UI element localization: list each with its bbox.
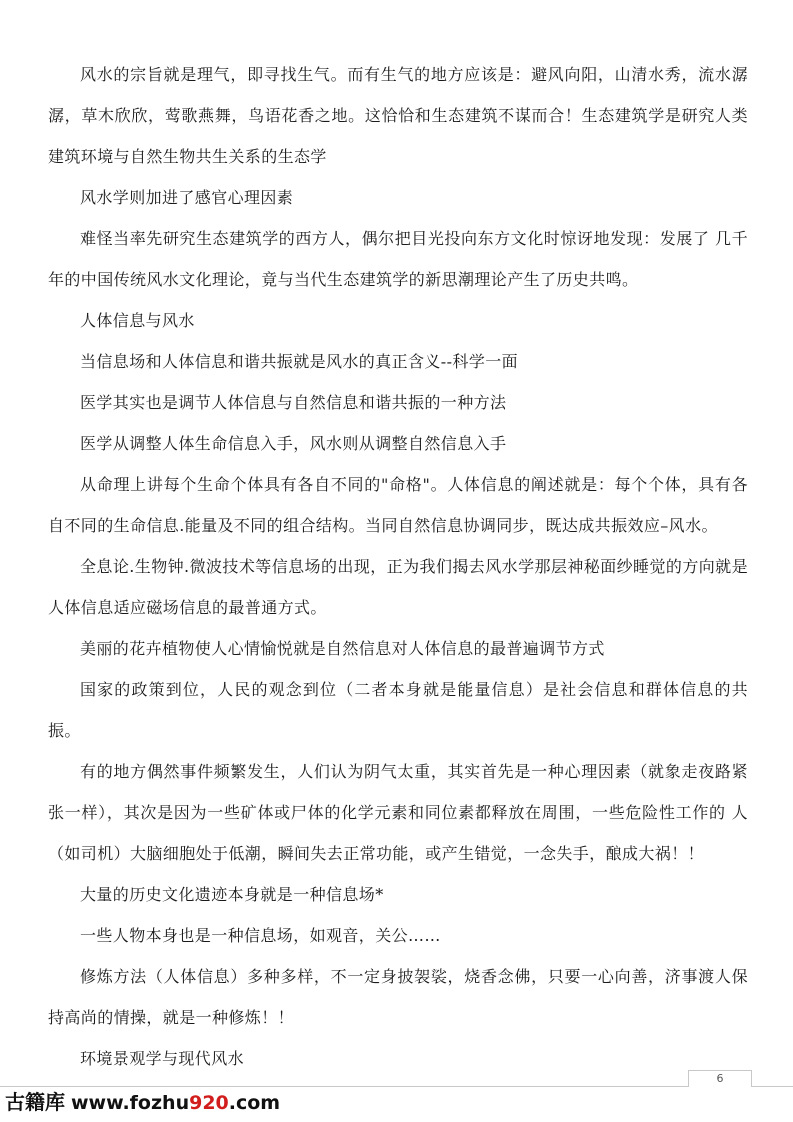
watermark-url-number: 920 (189, 1092, 229, 1114)
paragraph: 一些人物本身也是一种信息场，如观音，关公…… (80, 926, 441, 945)
footer-divider (0, 1086, 793, 1087)
page-number: 6 (688, 1070, 752, 1087)
watermark-url-prefix: www.fozhu (71, 1092, 190, 1114)
site-watermark (5, 1089, 280, 1115)
paragraph: 国家的政策到位，人民的观念到位（二者本身就是能量信息）是社会信息和群体信息的共振。 (48, 680, 748, 740)
paragraph: 医学其实也是调节人体信息与自然信息和谐共振的一种方法 (80, 393, 507, 412)
document-body (48, 54, 748, 1079)
paragraph: 当信息场和人体信息和谐共振就是风水的真正含义--科学一面 (80, 352, 519, 371)
paragraph: 医学从调整人体生命信息入手，风水则从调整自然信息入手 (80, 434, 507, 453)
paragraph: 有的地方偶然事件频繁发生，人们认为阴气太重，其实首先是一种心理因素（就象走夜路紧张一样），其次是因为一些矿体或尸体的化学元素和同位素都释放在周围，一些危险性工作的 人（如司机）大脑细胞处于低潮，瞬间失去正常功能，或产生错觉，一念失手，酿成大祸！！ (48, 762, 748, 863)
section-heading: 环境景观学与现代风水 (80, 1049, 245, 1068)
paragraph: 美丽的花卉植物使人心情愉悦就是自然信息对人体信息的最普遍调节方式 (80, 639, 605, 658)
paragraph: 风水学则加进了感官心理因素 (80, 188, 294, 207)
watermark-site-name: 古籍库 (5, 1090, 65, 1114)
section-heading: 人体信息与风水 (80, 311, 195, 330)
paragraph: 难怪当率先研究生态建筑学的西方人，偶尔把目光投向东方文化时惊讶地发现：发展了 几千年的中国传统风水文化理论，竟与当代生态建筑学的新思潮理论产生了历史共鸣。 (48, 229, 748, 289)
paragraph: 风水的宗旨就是理气，即寻找生气。而有生气的地方应该是：避风向阳，山清水秀，流水潺潺，草木欣欣，莺歌燕舞，鸟语花香之地。这恰恰和生态建筑不谋而合！生态建筑学是研究人类建筑环境与自然生物共生关系的生态学 (48, 65, 748, 166)
paragraph: 全息论.生物钟.微波技术等信息场的出现，正为我们揭去风水学那层神秘面纱睡觉的方向就是人体信息适应磁场信息的最普通方式。 (48, 557, 748, 617)
watermark-url-suffix: .com (228, 1092, 281, 1114)
paragraph: 从命理上讲每个生命个体具有各自不同的"命格"。人体信息的阐述就是：每个个体，具有各自不同的生命信息.能量及不同的组合结构。当同自然信息协调同步，既达成共振效应–风水。 (48, 475, 748, 535)
paragraph: 大量的历史文化遗迹本身就是一种信息场* (80, 885, 384, 904)
paragraph: 修炼方法（人体信息）多种多样，不一定身披袈裟，烧香念佛，只要一心向善，济事渡人保持高尚的情操，就是一种修炼！！ (48, 967, 748, 1027)
